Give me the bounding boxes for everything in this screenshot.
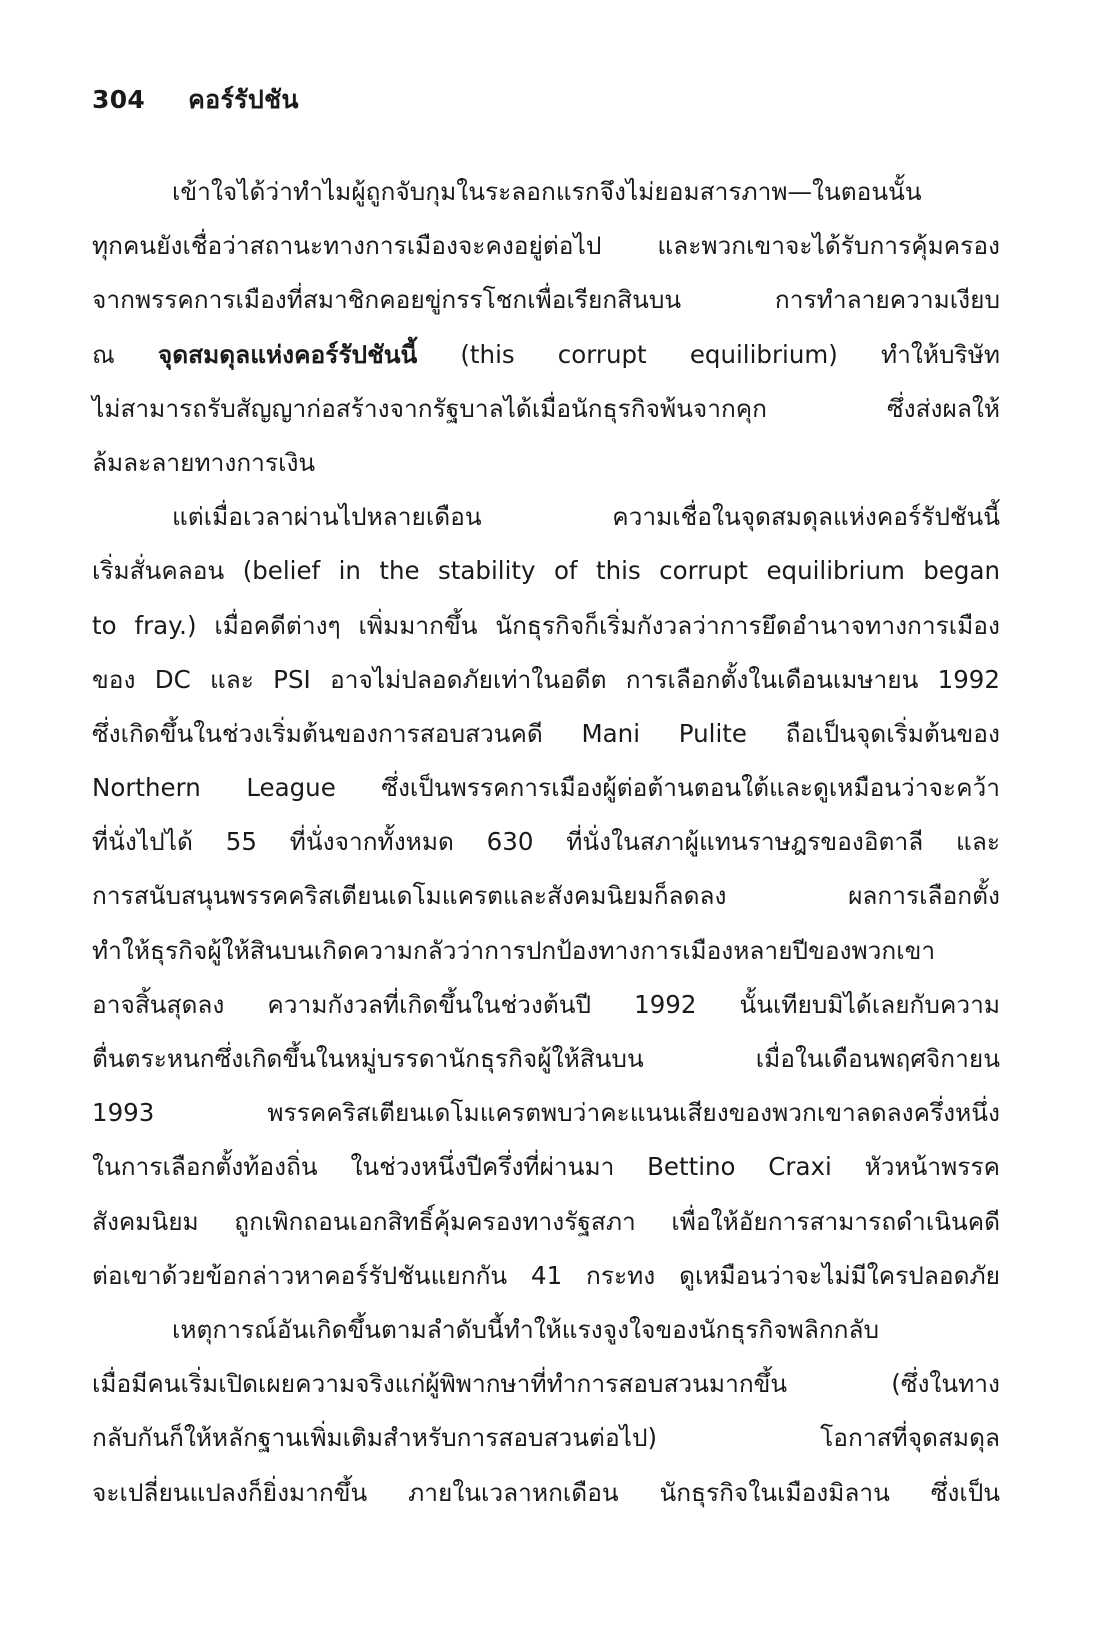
text-fragment: ณ — [92, 339, 158, 369]
page-number: 304 — [92, 85, 146, 114]
text-line: แต่เมื่อเวลาผ่านไปหลายเดือน ความเชื่อในจุดสมดุลแห่งคอร์รัปชันนี้ — [172, 502, 1000, 532]
text-line — [92, 328, 1000, 382]
text-line: ของ DC และ PSI อาจไม่ปลอดภัยเท่าในอดีต การเลือกตั้งในเดือนเมษายน 1992 — [92, 664, 1000, 694]
text-line: 1993 พรรคคริสเตียนเดโมแครตพบว่าคะแนนเสียงของพวกเขาลดลงครึ่งหนึ่ง — [92, 1098, 1000, 1128]
body-text — [92, 165, 1000, 1520]
text-line: จากพรรคการเมืองที่สมาชิกคอยขู่กรรโชกเพื่อเรียกสินบน การทำลายความเงียบ — [92, 285, 1000, 315]
text-line: การสนับสนุนพรรคคริสเตียนเดโมแครตและสังคมนิยมก็ลดลง ผลการเลือกตั้ง — [92, 881, 1000, 911]
text-line: ต่อเขาด้วยข้อกล่าวหาคอร์รัปชันแยกกัน 41 กระทง ดูเหมือนว่าจะไม่มีใครปลอดภัย — [92, 1260, 1000, 1290]
text-line: เหตุการณ์อันเกิดขึ้นตามลำดับนี้ทำให้แรงจูงใจของนักธุรกิจพลิกกลับ — [172, 1314, 880, 1344]
text-line: กลับกันก็ให้หลักฐานเพิ่มเติมสำหรับการสอบสวนต่อไป) โอกาสที่จุดสมดุล — [92, 1423, 1000, 1453]
running-title: คอร์รัปชัน — [188, 85, 299, 114]
text-line: ล้มละลายทางการเงิน — [92, 447, 316, 477]
text-line: ที่นั่งไปได้ 55 ที่นั่งจากทั้งหมด 630 ที่นั่งในสภาผู้แทนราษฎรของอิตาลี และ — [92, 827, 1000, 857]
text-line: ทุกคนยังเชื่อว่าสถานะทางการเมืองจะคงอยู่ต่อไป และพวกเขาจะได้รับการคุ้มครอง — [92, 231, 1000, 261]
paragraph — [92, 490, 1000, 1303]
text-line: ทำให้ธุรกิจผู้ให้สินบนเกิดความกลัวว่าการปกป้องทางการเมืองหลายปีของพวกเขา — [92, 935, 936, 965]
text-line: เมื่อมีคนเริ่มเปิดเผยความจริงแก่ผู้พิพากษาที่ทำการสอบสวนมากขึ้น (ซึ่งในทาง — [92, 1369, 1000, 1399]
text-line: ซึ่งเกิดขึ้นในช่วงเริ่มต้นของการสอบสวนคดี Mani Pulite ถือเป็นจุดเริ่มต้นของ — [92, 718, 1000, 748]
paragraph — [92, 1303, 1000, 1520]
text-fragment: (this corrupt equilibrium) ทำให้บริษัท — [417, 339, 1000, 369]
text-line: ในการเลือกตั้งท้องถิ่น ในช่วงหนึ่งปีครึ่งที่ผ่านมา Bettino Craxi หัวหน้าพรรค — [92, 1152, 1000, 1182]
text-line: อาจสิ้นสุดลง ความกังวลที่เกิดขึ้นในช่วงต้นปี 1992 นั้นเทียบมิได้เลยกับความ — [92, 989, 1000, 1019]
text-line: to fray.) เมื่อคดีต่างๆ เพิ่มมากขึ้น นักธุรกิจก็เริ่มกังวลว่าการยึดอำนาจทางการเมือง — [92, 610, 1000, 640]
text-line: จะเปลี่ยนแปลงก็ยิ่งมากขึ้น ภายในเวลาหกเดือน นักธุรกิจในเมืองมิลาน ซึ่งเป็น — [92, 1477, 1000, 1507]
running-header — [92, 80, 299, 120]
paragraph — [92, 165, 1000, 490]
text-line: ตื่นตระหนกซึ่งเกิดขึ้นในหมู่บรรดานักธุรกิจผู้ให้สินบน เมื่อในเดือนพฤศจิกายน — [92, 1044, 1000, 1073]
text-line: สังคมนิยม ถูกเพิกถอนเอกสิทธิ์คุ้มครองทางรัฐสภา เพื่อให้อัยการสามารถดำเนินคดี — [92, 1206, 1000, 1236]
text-line: เริ่มสั่นคลอน (belief in the stability of this corrupt equilibrium began — [92, 556, 1000, 586]
text-line: Northern League ซึ่งเป็นพรรคการเมืองผู้ต่อต้านตอนใต้และดูเหมือนว่าจะคว้า — [92, 773, 1000, 803]
text-line: ไม่สามารถรับสัญญาก่อสร้างจากรัฐบาลได้เมื่อนักธุรกิจพ้นจากคุก ซึ่งส่งผลให้ — [92, 393, 1000, 423]
bold-term: จุดสมดุลแห่งคอร์รัปชันนี้ — [157, 339, 418, 369]
text-line: เข้าใจได้ว่าทำไมผู้ถูกจับกุมในระลอกแรกจึงไม่ยอมสารภาพ—ในตอนนั้น — [172, 177, 922, 206]
